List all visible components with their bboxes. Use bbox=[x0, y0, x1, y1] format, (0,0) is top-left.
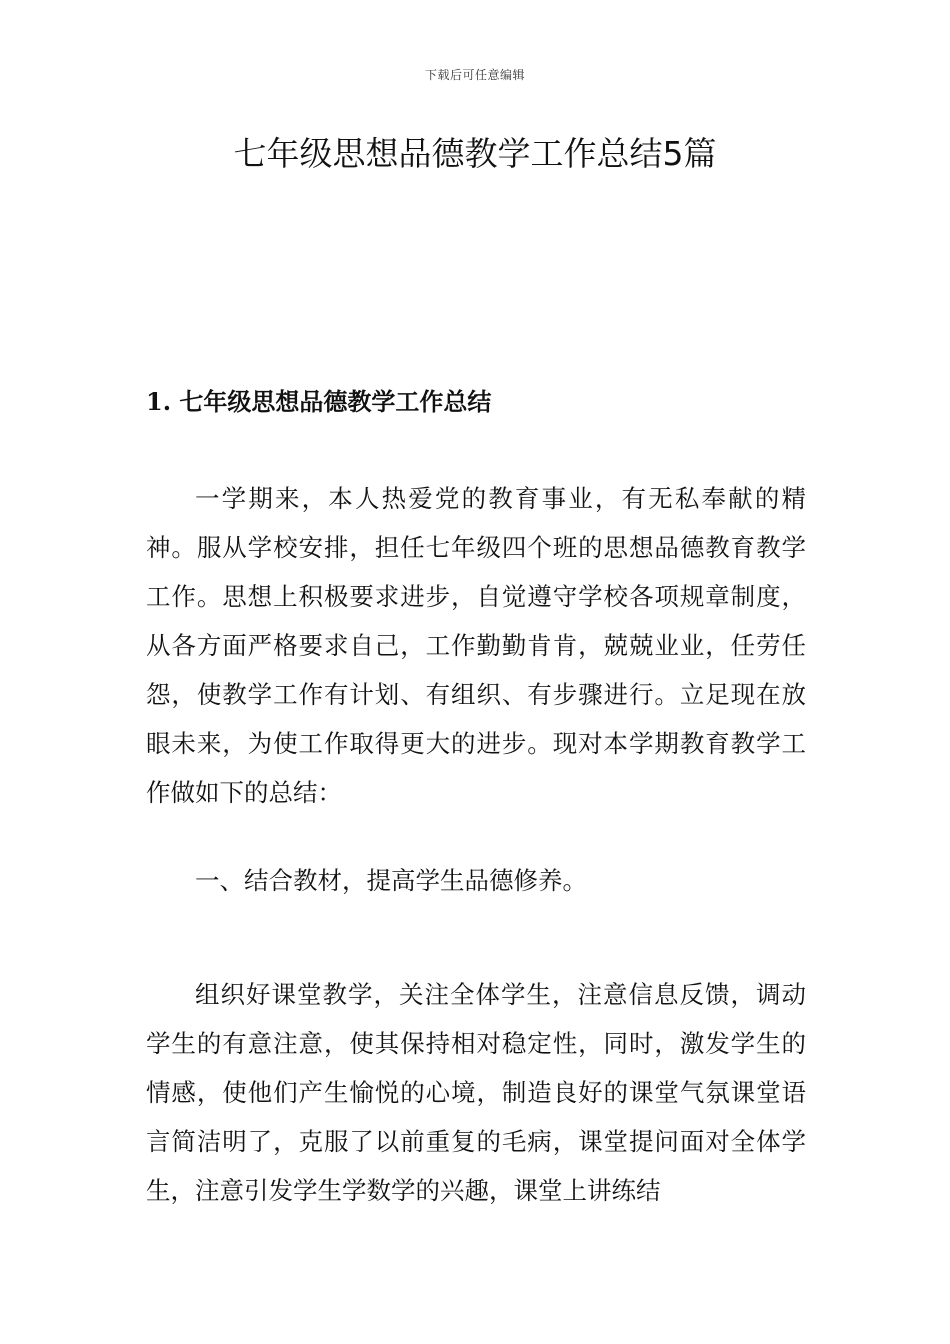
body-paragraph-1: 一学期来，本人热爱党的教育事业，有无私奉献的精神。服从学校安排，担任七年级四个班的思想品德教育教学工作。思想上积极要求进步，自觉遵守学校各项规章制度，从各方面严格要求自己，工作勤勤肯肯，兢兢业业，任劳任怨，使教学工作有计划、有组织、有步骤进行。立足现在放眼未来，为使工作取得更大的进步。现对本学期教育教学工作做如下的总结： bbox=[146, 484, 806, 807]
subsection-heading: 一、结合教材，提高学生品德修养。 bbox=[195, 866, 587, 895]
header-note: 下载后可任意编辑 bbox=[424, 68, 525, 82]
section-heading: 1. 七年级思想品德教学工作总结 bbox=[146, 387, 492, 416]
body-paragraph-2: 组织好课堂教学，关注全体学生，注意信息反馈，调动学生的有意注意，使其保持相对稳定性，同时，激发学生的情感，使他们产生愉悦的心境，制造良好的课堂气氛课堂语言简洁明了，克服了以前重复的毛病，课堂提问面对全体学生，注意引发学生学数学的兴趣，课堂上讲练结 bbox=[146, 980, 806, 1205]
document-title: 七年级思想品德教学工作总结5篇 bbox=[233, 134, 717, 173]
